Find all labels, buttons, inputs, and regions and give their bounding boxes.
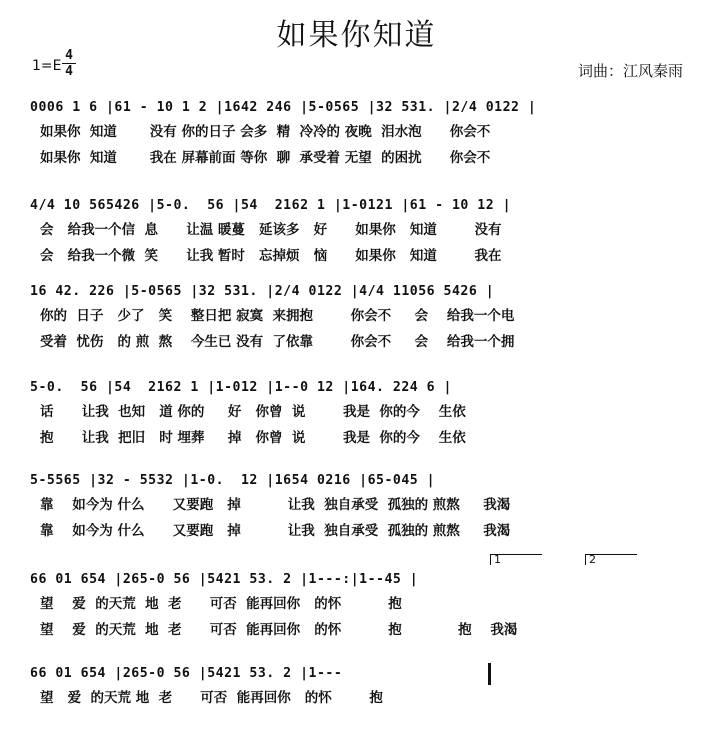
lyric-line-1: 如果你 知道 没有 你的日子 会多 精 冷冷的 夜晚 泪水泡 你会不: [40, 124, 491, 140]
lyric-line-2: 受着 忧伤 的 煎 熬 今生已 没有 了依靠 你会不 会 给我一个拥: [40, 334, 515, 350]
lyric-line-2: 会 给我一个微 笑 让我 暂时 忘掉烦 恼 如果你 知道 我在: [40, 248, 502, 264]
notation-line: 5-0. 56 |54 2162 1 |1-012 |1--0 12 |164. 224 6 |: [30, 380, 452, 395]
notation-line: 16 42. 226 |5-0565 |32 531. |2/4 0122 |4/4 11056 5426 |: [30, 284, 495, 299]
lyric-line-2: 抱 让我 把旧 时 埋葬 掉 你曾 说 我是 你的今 生依: [40, 430, 466, 446]
volta-bracket-1: 1: [490, 554, 542, 565]
lyric-line-2: 望 爱 的天荒 地 老 可否 能再回你 的怀 抱 抱 我渴: [40, 622, 518, 638]
lyric-line-1: 你的 日子 少了 笑 整日把 寂寞 来拥抱 你会不 会 给我一个电: [40, 308, 515, 324]
lyric-line-2: 如果你 知道 我在 屏幕前面 等你 聊 承受着 无望 的困扰 你会不: [40, 150, 491, 166]
final-barline: [488, 663, 491, 685]
notation-line: 66 01 654 |265-0 56 |5421 53. 2 |1---: [30, 666, 343, 681]
lyric-line-1: 望 爱 的天荒 地 老 可否 能再回你 的怀 抱: [40, 596, 402, 612]
key-signature: 1=E: [32, 58, 62, 74]
lyric-line-1: 会 给我一个信 息 让温 暖蔓 延该多 好 如果你 知道 没有: [40, 222, 502, 238]
lyric-line-1: 话 让我 也知 道 你的 好 你曾 说 我是 你的今 生依: [40, 404, 466, 420]
notation-line: 66 01 654 |265-0 56 |5421 53. 2 |1---:|1--45 |: [30, 572, 419, 587]
notation-line: 5-5565 |32 - 5532 |1-0. 12 |1654 0216 |65-045 |: [30, 473, 436, 488]
song-title: 如果你知道: [276, 18, 437, 53]
lyric-line-1: 望 爱 的天荒 地 老 可否 能再回你 的怀 抱: [40, 690, 383, 706]
notation-line: 4/4 10 565426 |5-0. 56 |54 2162 1 |1-0121 |61 - 10 12 |: [30, 198, 512, 213]
lyric-line-1: 靠 如今为 什么 又要跑 掉 让我 独自承受 孤独的 煎熬 我渴: [40, 497, 511, 513]
credits: 词曲：江风秦雨: [577, 62, 683, 80]
notation-line: 0006 1 6 |61 - 10 1 2 |1642 246 |5-0565 |32 531. |2/4 0122 |: [30, 100, 537, 115]
lyric-line-2: 靠 如今为 什么 又要跑 掉 让我 独自承受 孤独的 煎熬 我渴: [40, 523, 511, 539]
time-signature: 4 4: [62, 48, 76, 79]
volta-bracket-2: 2: [585, 554, 637, 565]
